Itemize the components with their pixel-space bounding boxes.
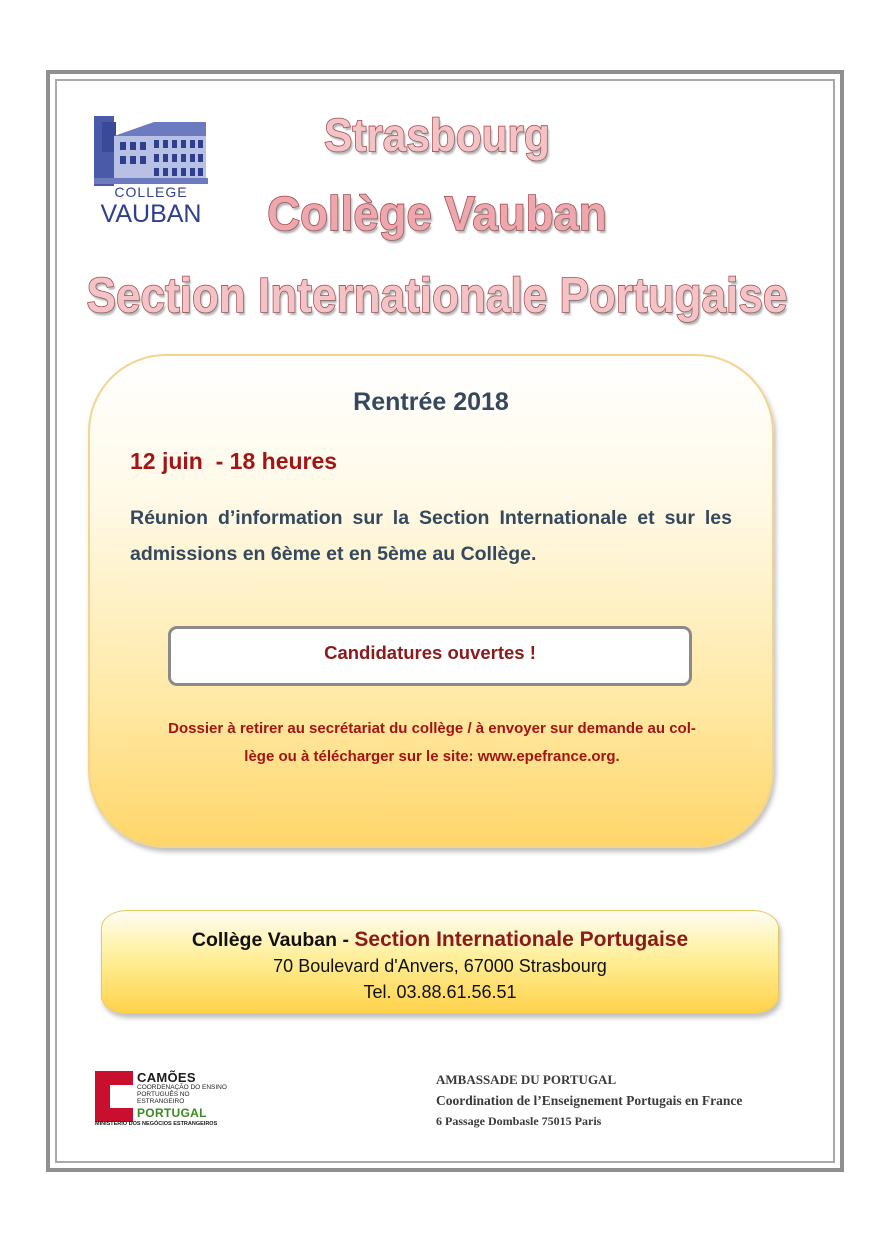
embassy-address: 6 Passage Dombasle 75015 Paris [436,1114,602,1128]
dossier-line-2: lège ou à télécharger sur le site: www.epefrance.org. [244,748,620,765]
title-section: Section Internationale Portugaise [86,269,788,323]
embassy-name: AMBASSADE DU PORTUGAL [436,1072,617,1087]
dossier-line-1: Dossier à retirer au secrétariat du collège / à envoyer sur demande au col- [168,720,696,737]
applications-label: Candidatures ouvertes ! [324,642,536,663]
panel-heading: Rentrée 2018 [353,388,509,416]
meeting-description: Réunion d’information sur la Section Internationale et sur les admissions en 6ème et en 5ème au Collège. [130,507,732,565]
camoes-ministry: MINISTÉRIO DOS NEGÓCIOS ESTRANGEIROS [95,1121,218,1127]
banner-phone: Tel. 03.88.61.56.51 [363,982,517,1002]
embassy-coordination: Coordination de l’Enseignement Portugais en France [436,1093,743,1108]
banner-section-name: Section Internationale Portugaise [354,928,689,951]
logo-college-text: COLLEGE [114,184,188,200]
banner-address: 70 Boulevard d'Anvers, 67000 Strasbourg [273,956,607,976]
camoes-logo [95,1070,225,1130]
camoes-country: PORTUGAL [137,1106,207,1120]
meeting-date: 12 juin - 18 heures [130,448,338,474]
camoes-subtitle: COORDENAÇÃO DO ENSINO PORTUGUÊS NO ESTRANGEIRO [137,1084,227,1105]
embassy-block [436,1069,742,1131]
applications-box [168,626,692,686]
camoes-name: CAMÕES [137,1070,196,1085]
camoes-c-icon [95,1071,133,1122]
info-panel [88,354,774,848]
banner-title [101,928,779,952]
title-school: Collège Vauban [267,188,607,241]
banner-school-name: Collège Vauban [191,929,338,951]
dossier-note [130,715,734,771]
title-city: Strasbourg [324,109,550,161]
banner-separator: - [337,929,355,951]
logo-vauban-text: VAUBAN [100,200,202,228]
